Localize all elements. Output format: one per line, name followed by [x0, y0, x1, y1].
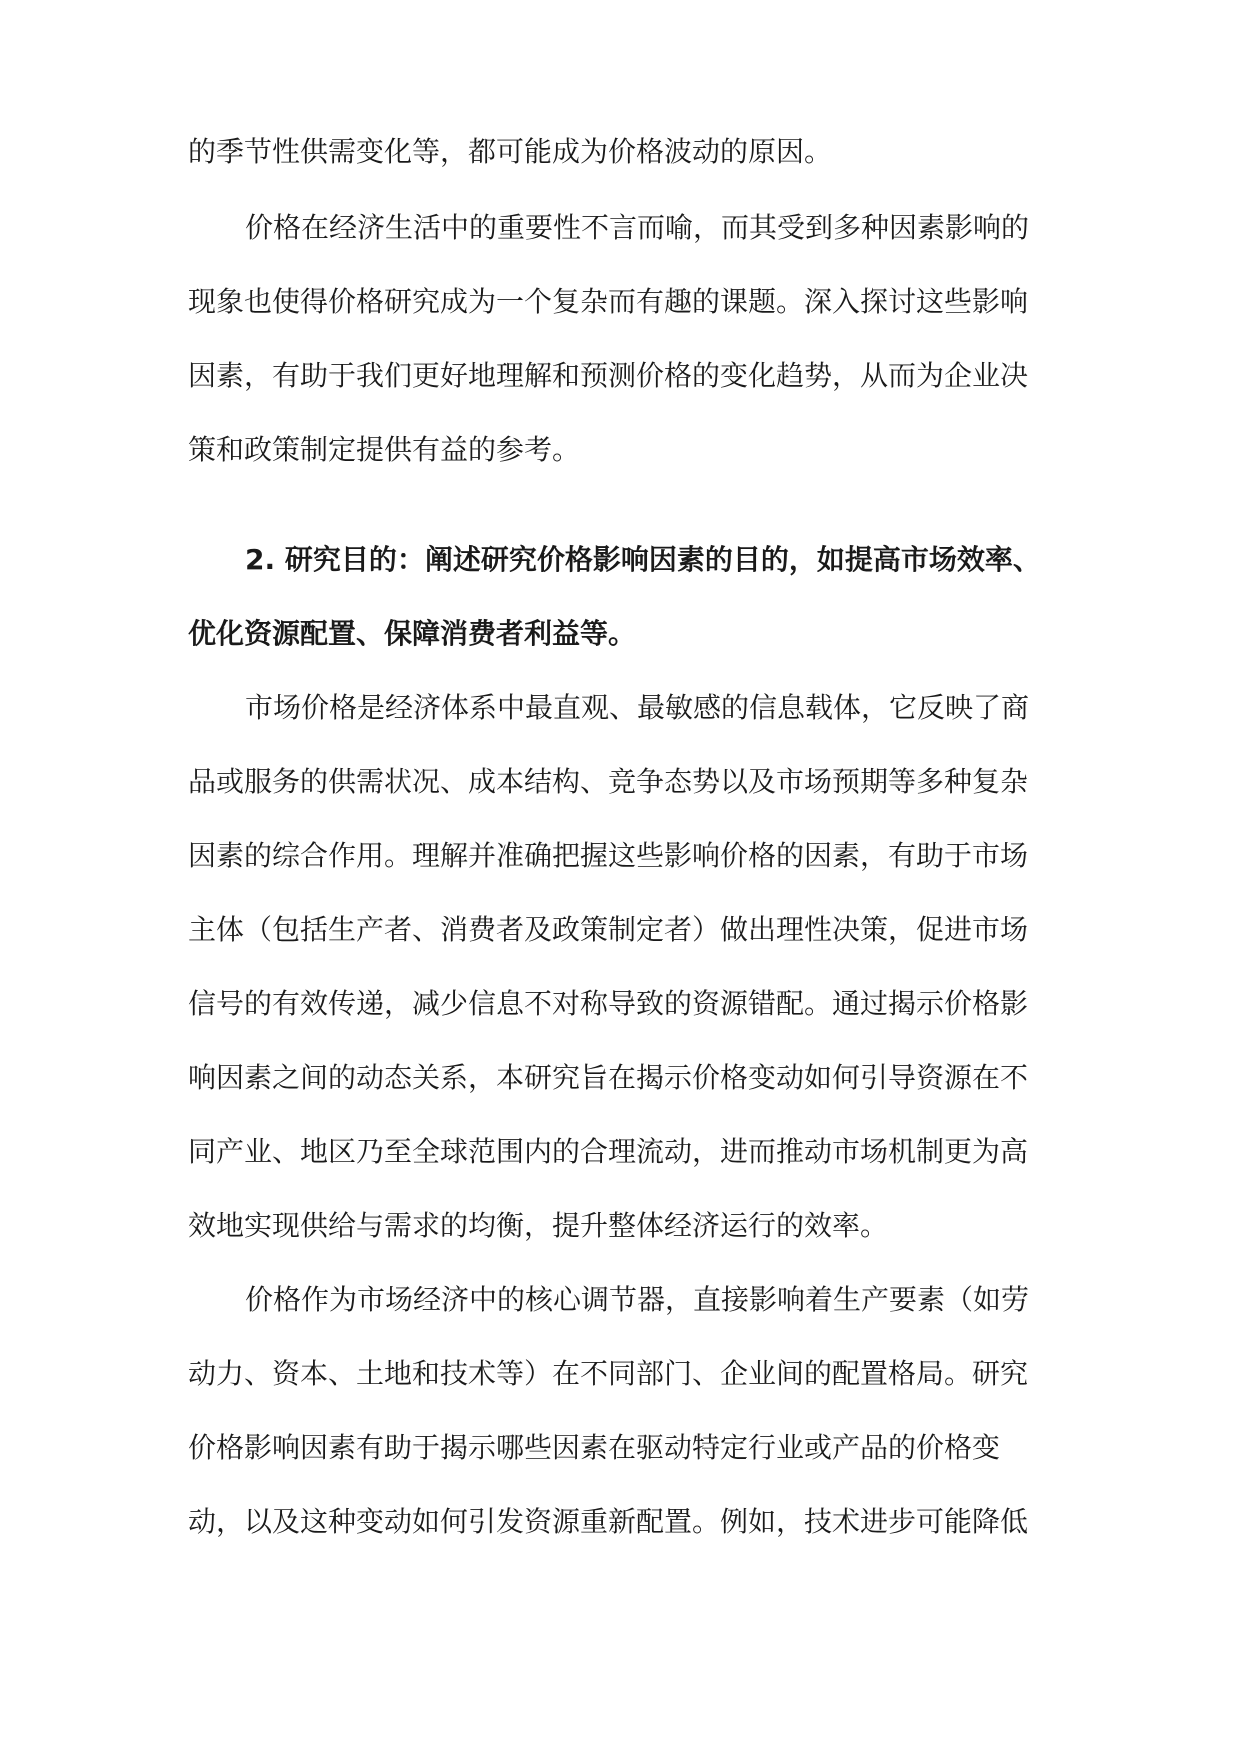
paragraph-line: 策和政策制定提供有益的参考。	[188, 433, 581, 466]
paragraph-line: 因素，有助于我们更好地理解和预测价格的变化趋势，从而为企业决	[188, 359, 1029, 392]
section-heading: 优化资源配置、保障消费者利益等。	[188, 617, 637, 650]
paragraph-line: 动力、资本、土地和技术等）在不同部门、企业间的配置格局。研究	[188, 1357, 1029, 1390]
paragraph-line: 响因素之间的动态关系，本研究旨在揭示价格变动如何引导资源在不	[188, 1061, 1029, 1094]
paragraph-line: 主体（包括生产者、消费者及政策制定者）做出理性决策，促进市场	[188, 913, 1029, 946]
paragraph-line: 因素的综合作用。理解并准确把握这些影响价格的因素，有助于市场	[188, 839, 1029, 872]
paragraph-line: 效地实现供给与需求的均衡，提升整体经济运行的效率。	[188, 1209, 889, 1242]
paragraph-line: 价格影响因素有助于揭示哪些因素在驱动特定行业或产品的价格变	[188, 1431, 1001, 1464]
paragraph-line: 的季节性供需变化等，都可能成为价格波动的原因。	[188, 135, 833, 168]
paragraph-line: 价格作为市场经济中的核心调节器，直接影响着生产要素（如劳	[245, 1283, 1030, 1316]
paragraph-line: 现象也使得价格研究成为一个复杂而有趣的课题。深入探讨这些影响	[188, 285, 1029, 318]
paragraph-line: 动，以及这种变动如何引发资源重新配置。例如，技术进步可能降低	[188, 1505, 1029, 1538]
paragraph-line: 同产业、地区乃至全球范围内的合理流动，进而推动市场机制更为高	[188, 1135, 1029, 1168]
paragraph-line: 价格在经济生活中的重要性不言而喻，而其受到多种因素影响的	[245, 211, 1030, 244]
paragraph-line: 信号的有效传递，减少信息不对称导致的资源错配。通过揭示价格影	[188, 987, 1029, 1020]
paragraph-line: 市场价格是经济体系中最直观、最敏感的信息载体，它反映了商	[245, 691, 1030, 724]
paragraph-line: 品或服务的供需状况、成本结构、竞争态势以及市场预期等多种复杂	[188, 765, 1029, 798]
section-heading: 2. 研究目的：阐述研究价格影响因素的目的，如提高市场效率、	[245, 543, 1041, 576]
